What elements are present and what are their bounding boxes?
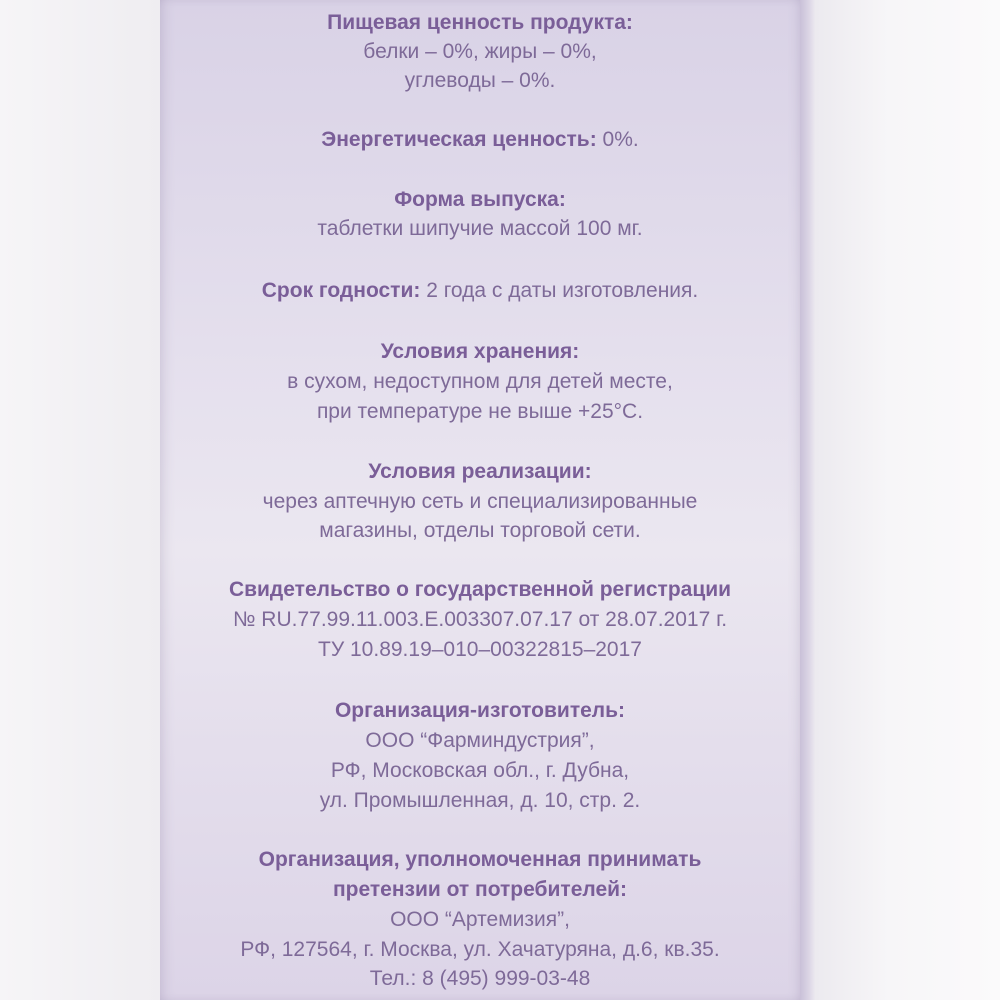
claims-line-1: ООО “Артемизия”,: [390, 908, 570, 931]
form-line-1: таблетки шипучие массой 100 мг.: [317, 217, 643, 240]
label-text: [160, 0, 800, 1000]
sale-heading: Условия реализации:: [368, 460, 592, 483]
manufacturer-line-3: ул. Промышленная, д. 10, стр. 2.: [319, 789, 641, 812]
background-left: [0, 0, 160, 1000]
shelf-life-line: [160, 277, 800, 305]
registration-line-1: № RU.77.99.11.003.E.003307.07.17 от 28.07.2017 г.: [232, 608, 728, 631]
storage-line-2: при температуре не выше +25°С.: [316, 400, 644, 423]
storage-heading: Условия хранения:: [380, 340, 580, 363]
energy-heading: Энергетическая ценность:: [321, 128, 597, 151]
claims-line-2: РФ, 127564, г. Москва, ул. Хачатуряна, д.6, кв.35.: [240, 938, 720, 961]
claims-line-3: Тел.: 8 (495) 999-03-48: [369, 967, 591, 990]
background-right: [815, 0, 1000, 1000]
storage-line-1: в сухом, недоступном для детей месте,: [287, 370, 673, 393]
package-edge: [800, 0, 816, 1000]
energy-line: [160, 126, 800, 154]
sale-line-2: магазины, отделы торговой сети.: [319, 519, 641, 542]
energy-value: 0%.: [596, 128, 639, 151]
nutrition-heading: Пищевая ценность продукта:: [327, 11, 633, 34]
shelf-life-value: 2 года с даты изготовления.: [420, 279, 699, 302]
claims-heading-2: претензии от потребителей:: [332, 878, 628, 901]
shelf-life-heading: Срок годности:: [261, 279, 421, 302]
manufacturer-line-2: РФ, Московская обл., г. Дубна,: [330, 759, 630, 782]
nutrition-line-1: белки – 0%, жиры – 0%,: [363, 40, 597, 63]
sale-line-1: через аптечную сеть и специализированные: [262, 490, 698, 513]
manufacturer-line-1: ООО “Фарминдустрия”,: [365, 729, 595, 752]
registration-line-2: ТУ 10.89.19–010–00322815–2017: [318, 638, 642, 661]
claims-heading-1: Организация, уполномоченная принимать: [258, 848, 702, 871]
form-heading: Форма выпуска:: [394, 188, 566, 211]
nutrition-line-2: углеводы – 0%.: [404, 69, 556, 92]
manufacturer-heading: Организация-изготовитель:: [334, 699, 626, 722]
registration-heading: Свидетельство о государственной регистрации: [228, 578, 732, 601]
